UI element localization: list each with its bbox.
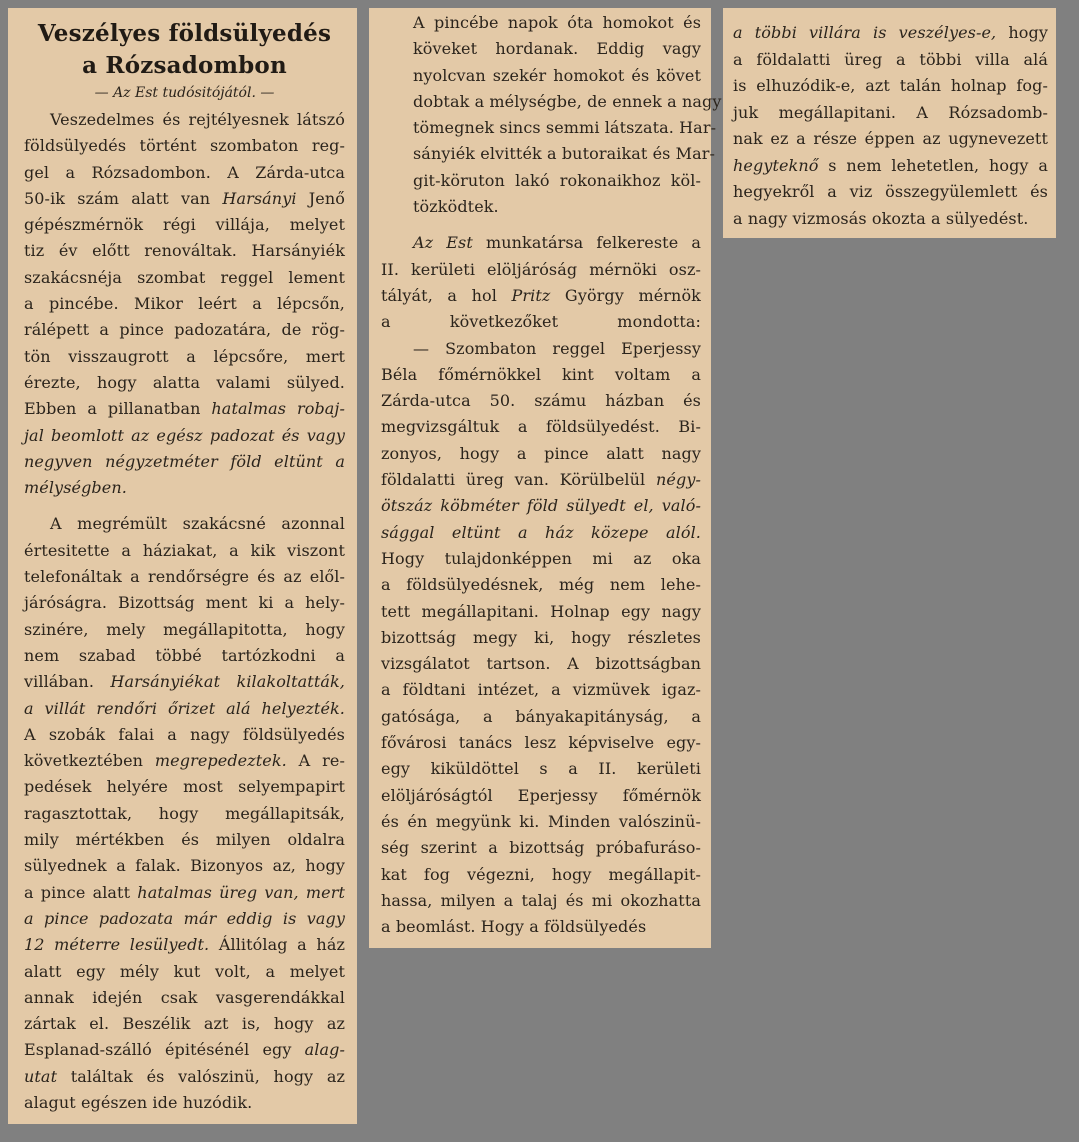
text-line bbox=[381, 388, 701, 414]
italic-text: Harsányiékat kilakoltatták, bbox=[110, 672, 345, 692]
text-line bbox=[381, 783, 701, 809]
italic-text: alag- bbox=[304, 1040, 345, 1060]
text-line bbox=[733, 126, 1048, 153]
italic-text: a többi villára is veszélyes-e, bbox=[733, 23, 997, 42]
text-line bbox=[381, 835, 701, 861]
article-title bbox=[24, 18, 345, 82]
text-line bbox=[381, 336, 701, 362]
text-line bbox=[733, 179, 1048, 206]
italic-text: jal beomlott az egész padozat és vagy bbox=[24, 425, 345, 445]
text-run: érezte, hogy alatta valami sülyed. bbox=[24, 372, 345, 392]
text-run: földalatti üreg van. Körülbelül bbox=[381, 470, 657, 490]
text-line bbox=[24, 133, 345, 159]
text-line bbox=[733, 20, 1048, 47]
text-run: köveket hordanak. Eddig vagy bbox=[413, 39, 701, 59]
italic-text: ötszáz köbméter föld sülyedt el, való- bbox=[381, 496, 701, 516]
paragraph-gap bbox=[381, 220, 701, 230]
text-line bbox=[381, 888, 701, 914]
text-run: gépészmérnök régi villája, melyet bbox=[24, 215, 345, 235]
text-run: és én megyünk ki. Minden valószinü- bbox=[381, 811, 701, 831]
text-run: ragasztottak, hogy megállapitsák, bbox=[24, 803, 345, 823]
column-body bbox=[381, 10, 722, 940]
text-run: nak ez a része éppen az ugynevezett bbox=[733, 129, 1048, 148]
text-line bbox=[381, 257, 701, 283]
text-run: egy kiküldöttel s a II. kerületi bbox=[381, 759, 701, 779]
text-run: villában. bbox=[24, 672, 111, 692]
text-run: a nagy vizmosás okozta a sülyedést. bbox=[733, 208, 1029, 228]
text-line bbox=[733, 47, 1048, 74]
italic-text: sággal eltünt a ház közepe alól. bbox=[381, 522, 701, 542]
text-line bbox=[24, 265, 345, 291]
column-body bbox=[733, 20, 1048, 232]
text-run: fővárosi tanács lesz képviselve egy- bbox=[381, 733, 701, 753]
text-line bbox=[24, 538, 345, 564]
text-line bbox=[733, 153, 1048, 180]
text-run: alagut egészen ide huzódik. bbox=[24, 1092, 253, 1112]
text-run: értesitette a háziakat, a kik viszont bbox=[24, 540, 345, 560]
text-line bbox=[381, 756, 701, 782]
text-run: sülyednek a falak. Bizonyos az, hogy bbox=[24, 856, 345, 876]
text-line bbox=[24, 643, 345, 669]
text-run: Esplanad-szálló épitésénél egy bbox=[24, 1040, 305, 1060]
article-column-3 bbox=[723, 8, 1056, 238]
text-line bbox=[24, 617, 345, 643]
text-run: tiz év előtt renováltak. Harsányiék bbox=[24, 241, 345, 261]
italic-text: mélységben. bbox=[24, 478, 127, 498]
article-column-2 bbox=[369, 8, 722, 948]
article-title-line-1: Veszélyes földsülyedés bbox=[37, 20, 332, 47]
text-run: Ebben a pillanatban bbox=[24, 399, 212, 419]
paragraph-gap bbox=[24, 501, 345, 511]
text-run: járóságra. Bizottság ment ki a hely- bbox=[24, 593, 345, 613]
text-line bbox=[24, 511, 345, 537]
text-run: találtak és valószinü, hogy az bbox=[57, 1066, 345, 1086]
text-line bbox=[381, 677, 701, 703]
text-line bbox=[381, 89, 722, 115]
paragraph bbox=[24, 107, 345, 501]
italic-text: Pritz bbox=[511, 285, 551, 305]
text-run: sányiék elvitték a butoraikat és Mar- bbox=[413, 144, 716, 164]
text-run: tözködtek. bbox=[413, 197, 499, 217]
text-line bbox=[381, 283, 701, 309]
text-line bbox=[24, 827, 345, 853]
text-run: munkatársa felkereste a bbox=[472, 233, 701, 253]
text-line bbox=[381, 520, 701, 546]
paragraph bbox=[733, 20, 1048, 232]
text-run: Hogy tulajdonképpen mi az oka bbox=[381, 548, 701, 568]
paragraph bbox=[381, 10, 722, 220]
text-line bbox=[381, 704, 701, 730]
paragraph bbox=[24, 511, 345, 1116]
text-line bbox=[733, 206, 1048, 233]
text-run: dobtak a mélységbe, de ennek a nagy bbox=[413, 91, 722, 111]
text-line bbox=[733, 73, 1048, 100]
text-line bbox=[733, 100, 1048, 127]
text-run: szinére, mely megállapitotta, hogy bbox=[24, 619, 345, 639]
italic-text: hatalmas üreg van, mert bbox=[137, 882, 345, 902]
text-line bbox=[381, 862, 701, 888]
text-line bbox=[24, 160, 345, 186]
text-line bbox=[24, 853, 345, 879]
text-line bbox=[24, 291, 345, 317]
text-line bbox=[381, 914, 701, 940]
italic-text: négy- bbox=[656, 470, 701, 490]
text-run: 50-ik szám alatt van bbox=[24, 188, 223, 208]
text-run: git-köruton lakó rokonaikhoz köl- bbox=[413, 170, 701, 190]
text-line bbox=[24, 696, 345, 722]
text-line bbox=[24, 564, 345, 590]
text-run: hogy bbox=[996, 23, 1048, 42]
text-line bbox=[381, 467, 701, 493]
text-line bbox=[381, 730, 701, 756]
text-line bbox=[24, 985, 345, 1011]
text-line bbox=[381, 572, 701, 598]
text-line bbox=[381, 625, 701, 651]
text-line bbox=[24, 396, 345, 422]
text-run: a pince alatt bbox=[24, 882, 138, 902]
text-run: elöljáróságtól Eperjessy főmérnök bbox=[381, 785, 701, 805]
text-line bbox=[24, 880, 345, 906]
text-run: Állitólag a ház bbox=[209, 935, 345, 955]
text-run: A szobák falai a nagy földsülyedés bbox=[24, 724, 345, 744]
text-run: II. kerületi elöljáróság mérnöki osz- bbox=[381, 259, 701, 279]
text-line bbox=[381, 441, 701, 467]
text-line bbox=[381, 599, 701, 625]
text-run: gatósága, a bányakapitányság, a bbox=[381, 706, 701, 726]
text-run: tett megállapitani. Holnap egy nagy bbox=[381, 601, 701, 621]
text-line bbox=[381, 10, 701, 36]
italic-text: hatalmas robaj- bbox=[211, 399, 345, 419]
italic-text: hegyteknő bbox=[733, 155, 819, 175]
article-title-line-2: a Rózsadombon bbox=[82, 52, 287, 79]
text-run: A megrémült szakácsné azonnal bbox=[50, 514, 345, 534]
text-line bbox=[381, 168, 701, 194]
text-run: A pincébe napok óta homokot és bbox=[413, 13, 701, 32]
text-line bbox=[24, 475, 345, 501]
text-run: következtében bbox=[24, 751, 155, 771]
text-run: nem szabad többé tartózkodni a bbox=[24, 645, 345, 665]
text-line bbox=[24, 317, 345, 343]
italic-text: 12 méterre lesülyedt. bbox=[24, 935, 210, 955]
text-line bbox=[24, 748, 345, 774]
text-run: földsülyedés történt szombaton reg- bbox=[24, 136, 345, 156]
text-line bbox=[24, 370, 345, 396]
italic-text: a villát rendőri őrizet alá helyezték. bbox=[24, 698, 345, 718]
text-run: a következőket mondotta: bbox=[381, 312, 701, 332]
text-run: nyolcvan szekér homokot és követ bbox=[413, 65, 701, 85]
text-run: a pincébe. Mikor leért a lépcsőn, bbox=[24, 294, 345, 314]
text-run: mily mértékben és milyen oldalra bbox=[24, 830, 345, 850]
text-run: hegyekről a viz összegyülemlett és bbox=[733, 182, 1048, 201]
italic-text: utat bbox=[24, 1066, 58, 1086]
text-run: Zárda-utca 50. számu házban és bbox=[381, 391, 701, 411]
text-line bbox=[24, 212, 345, 238]
text-run: A re- bbox=[286, 751, 345, 771]
text-run: juk megállapitani. A Rózsadomb- bbox=[733, 102, 1048, 122]
text-run: is elhuzódik-e, azt talán holnap fog- bbox=[733, 76, 1048, 95]
text-line bbox=[381, 414, 701, 440]
text-line bbox=[381, 63, 701, 89]
text-run: a földsülyedésnek, még nem lehe- bbox=[381, 575, 701, 595]
text-line bbox=[24, 1090, 345, 1116]
text-line bbox=[381, 651, 701, 677]
text-line bbox=[381, 194, 701, 220]
column-body bbox=[24, 107, 345, 1116]
text-run: hassa, milyen a talaj és mi okozhatta bbox=[381, 890, 701, 910]
text-line bbox=[24, 722, 345, 748]
text-line bbox=[381, 115, 717, 141]
text-line bbox=[24, 932, 345, 958]
text-line bbox=[24, 906, 345, 932]
paragraph bbox=[381, 230, 701, 940]
italic-text: megrepedeztek. bbox=[154, 751, 287, 771]
text-line bbox=[24, 344, 345, 370]
text-run: megvizsgáltuk a földsülyedést. Bi- bbox=[381, 417, 701, 437]
text-line bbox=[24, 959, 345, 985]
text-run: zonyos, hogy a pince alatt nagy bbox=[381, 443, 701, 463]
article-column-1 bbox=[8, 8, 357, 1124]
italic-text: negyven négyzetméter föld eltünt a bbox=[24, 451, 345, 471]
text-run: tön visszaugrott a lépcsőre, mert bbox=[24, 346, 345, 366]
text-run: ség szerint a bizottság próbafuráso- bbox=[381, 838, 701, 858]
text-run: Béla főmérnökkel kint voltam a bbox=[381, 364, 701, 384]
text-line bbox=[381, 809, 701, 835]
text-line bbox=[24, 423, 345, 449]
italic-text: Az Est bbox=[413, 233, 473, 253]
text-line bbox=[381, 141, 716, 167]
text-run: vizsgálatot tartson. A bizottságban bbox=[381, 654, 701, 674]
text-run: szakácsnéja szombat reggel lement bbox=[24, 267, 345, 287]
text-run: kat fog végezni, hogy megállapit- bbox=[381, 864, 701, 884]
text-line bbox=[24, 449, 345, 475]
text-run: a földalatti üreg a többi villa alá bbox=[733, 49, 1048, 69]
text-line bbox=[24, 238, 345, 264]
text-line bbox=[24, 669, 345, 695]
text-line bbox=[24, 1064, 345, 1090]
text-run: tömegnek sincs semmi látszata. Har- bbox=[413, 118, 717, 138]
text-run: pedések helyére most selyempapirt bbox=[24, 777, 345, 797]
text-run: György mérnök bbox=[550, 285, 701, 305]
italic-text: a pince padozata már eddig is vagy bbox=[24, 908, 345, 928]
text-line bbox=[24, 1011, 345, 1037]
text-run: bizottság megy ki, hogy részletes bbox=[381, 627, 701, 647]
text-run: annak idején csak vasgerendákkal bbox=[24, 987, 345, 1007]
article-byline: — Az Est tudósitójától. — bbox=[94, 85, 275, 101]
text-line bbox=[381, 36, 701, 62]
text-line bbox=[381, 362, 701, 388]
text-line bbox=[381, 546, 701, 572]
text-run: alatt egy mély kut volt, a melyet bbox=[24, 961, 345, 981]
text-run: Jenő bbox=[296, 188, 346, 208]
text-line bbox=[24, 774, 345, 800]
text-run: rálépett a pince padozatára, de rög- bbox=[24, 320, 345, 340]
text-run: tályát, a hol bbox=[381, 285, 512, 305]
text-run: zártak el. Beszélik azt is, hogy az bbox=[24, 1014, 345, 1034]
text-run: a beomlást. Hogy a földsülyedés bbox=[381, 917, 647, 937]
text-line bbox=[381, 493, 701, 519]
text-line bbox=[24, 801, 345, 827]
text-line bbox=[24, 186, 345, 212]
text-run: telefonáltak a rendőrségre és az elől- bbox=[24, 567, 345, 587]
text-line bbox=[24, 590, 345, 616]
text-line bbox=[381, 309, 701, 335]
text-line bbox=[381, 230, 701, 256]
italic-text: Harsányi bbox=[222, 188, 297, 208]
text-run: s nem lehetetlen, hogy a bbox=[818, 155, 1048, 175]
text-run: Veszedelmes és rejtélyesnek látszó bbox=[50, 110, 345, 129]
text-line bbox=[24, 107, 345, 133]
text-run: — Szombaton reggel Eperjessy bbox=[413, 338, 701, 358]
text-run: gel a Rózsadombon. A Zárda-utca bbox=[24, 162, 345, 182]
text-run: a földtani intézet, a vizmüvek igaz- bbox=[381, 680, 701, 700]
text-line bbox=[24, 1037, 345, 1063]
